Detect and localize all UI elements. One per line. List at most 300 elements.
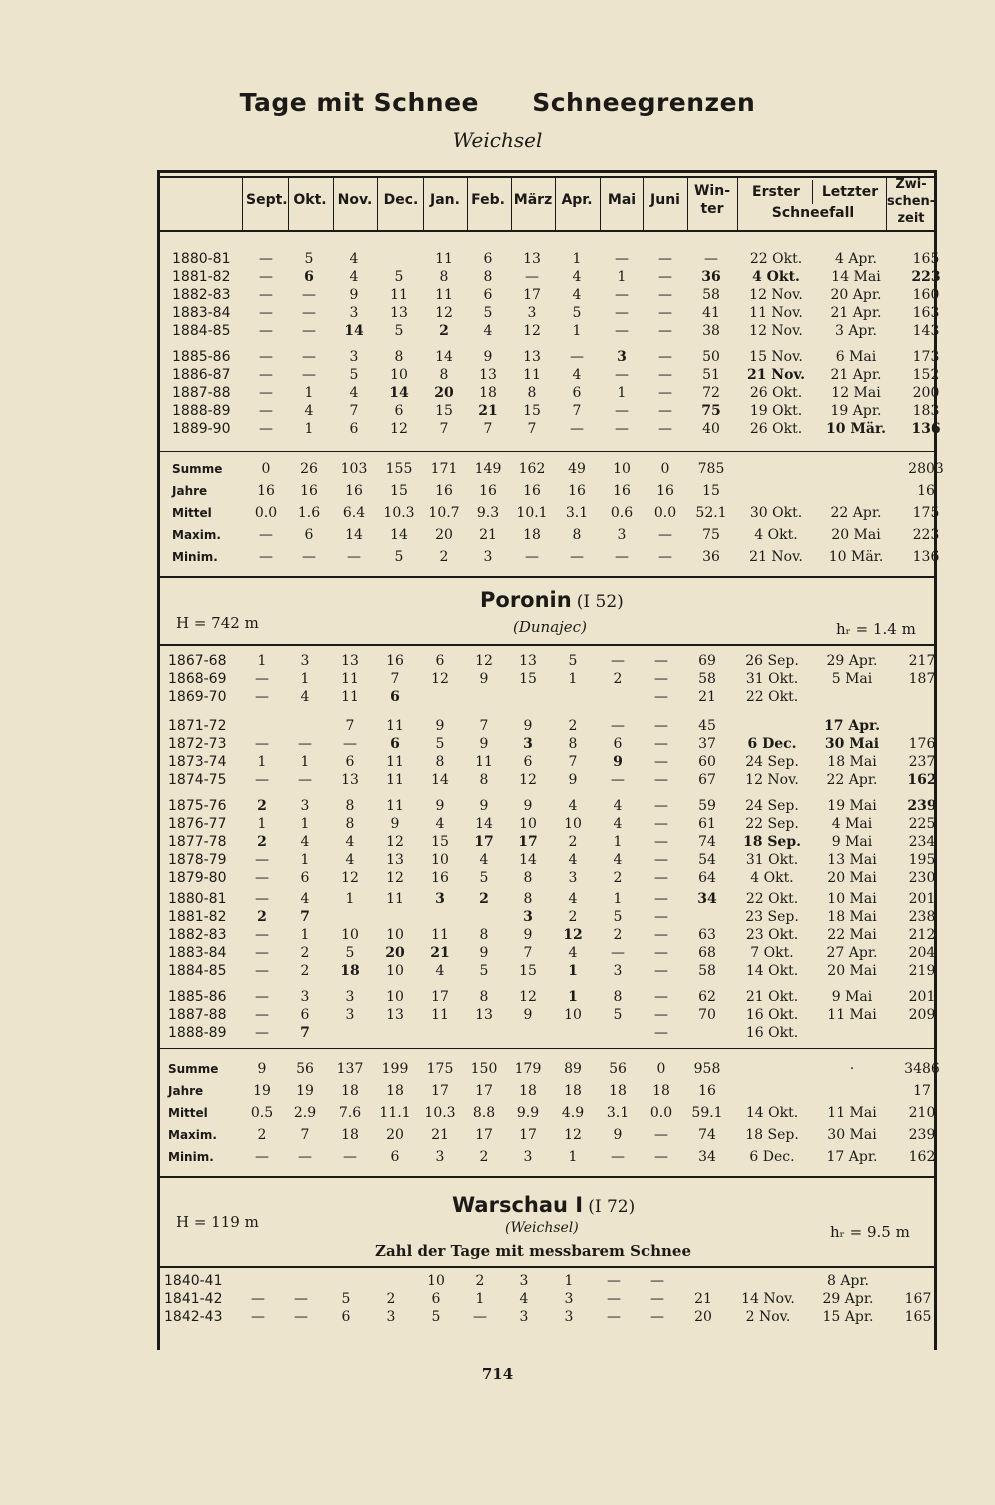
- year-cell: 1880-81: [172, 251, 231, 267]
- table-cell: 68: [698, 945, 716, 961]
- poronin-end-rule: [160, 1176, 934, 1178]
- table-cell: 162: [908, 1149, 936, 1165]
- table-cell: 1: [617, 385, 627, 401]
- col-header-mai: Mai: [607, 192, 637, 208]
- table-cell: 21 Apr.: [830, 305, 882, 321]
- table-cell: 165: [904, 1309, 932, 1325]
- table-cell: 58: [698, 671, 716, 687]
- table-cell: 12: [386, 834, 404, 850]
- col-sep: [333, 176, 334, 231]
- summary-row: [172, 502, 956, 524]
- table-cell: 4: [300, 891, 310, 907]
- table-cell: 785: [697, 461, 725, 477]
- table-cell: 155: [385, 461, 413, 477]
- table-cell: 12 Nov.: [749, 287, 803, 303]
- table-cell: —: [611, 945, 625, 961]
- table-cell: 2: [479, 1149, 489, 1165]
- table-cell: 5: [479, 963, 489, 979]
- year-cell: 1877-78: [168, 834, 227, 850]
- table-cell: 13 Mai: [827, 852, 877, 868]
- table-cell: 22 Okt.: [749, 251, 803, 267]
- table-cell: 24 Sep.: [745, 754, 799, 770]
- year-cell: 1885-86: [168, 989, 227, 1005]
- table-cell: 9: [523, 798, 533, 814]
- table-cell: —: [259, 323, 273, 339]
- col-header-dec: Dec.: [383, 192, 419, 208]
- col-header-maerz: März: [513, 192, 553, 208]
- table-cell: 23 Sep.: [745, 909, 799, 925]
- table-cell: 10: [427, 1273, 445, 1289]
- table-cell: 8: [345, 798, 355, 814]
- table-cell: 18: [479, 385, 497, 401]
- poronin-river: (Dunajec): [513, 618, 587, 636]
- table-cell: 18: [340, 963, 360, 979]
- table-cell: 21 Nov.: [749, 549, 803, 565]
- col-header-zwischenzeit: Zwi-schen-zeit: [887, 177, 936, 226]
- table-cell: 1: [568, 989, 578, 1005]
- table-cell: 26: [300, 461, 318, 477]
- table-cell: 8: [435, 754, 445, 770]
- table-cell: 136: [911, 421, 941, 437]
- year-cell: 1888-89: [168, 1025, 227, 1041]
- table-cell: 2: [479, 891, 489, 907]
- table-cell: 8: [479, 772, 489, 788]
- table-cell: 22 Apr.: [830, 505, 882, 521]
- table-cell: —: [255, 870, 269, 886]
- poronin-code: (I 52): [576, 592, 624, 612]
- table-cell: 14: [389, 385, 409, 401]
- summary-row: [168, 1080, 952, 1102]
- table-cell: 16: [479, 483, 497, 499]
- table-cell: 234: [908, 834, 936, 850]
- table-row: [168, 815, 952, 833]
- table-cell: 15 Apr.: [822, 1309, 874, 1325]
- table-cell: 20 Mai: [827, 870, 877, 886]
- table-cell: 7: [300, 1127, 310, 1143]
- col-header-schneefall: Schneefall: [771, 205, 855, 221]
- table-row: [168, 869, 952, 887]
- table-cell: 50: [702, 349, 720, 365]
- table-cell: —: [294, 1291, 308, 1307]
- table-cell: 17 Apr.: [826, 1149, 878, 1165]
- poronin-heading: [480, 588, 624, 612]
- summary-row: [168, 1058, 952, 1080]
- col-header-winter: Win-ter: [693, 183, 731, 217]
- table-cell: —: [570, 549, 584, 565]
- table-cell: —: [259, 385, 273, 401]
- table-cell: 143: [912, 323, 940, 339]
- year-cell: 1868-69: [168, 671, 227, 687]
- table-cell: 7: [349, 403, 359, 419]
- table-cell: 18: [341, 1083, 359, 1099]
- year-cell: 1886-87: [172, 367, 231, 383]
- table-cell: 9: [435, 718, 445, 734]
- year-cell: 1873-74: [168, 754, 227, 770]
- table-cell: 1: [564, 1273, 574, 1289]
- table-cell: —: [255, 1149, 269, 1165]
- summary-label: Minim.: [168, 1150, 214, 1164]
- table-cell: 18: [523, 527, 541, 543]
- table-cell: 1: [572, 323, 582, 339]
- table-cell: 4: [613, 852, 623, 868]
- warschau-table: [164, 1272, 948, 1326]
- table-cell: 1: [617, 269, 627, 285]
- table-row: [172, 402, 956, 420]
- table-cell: 1: [304, 421, 314, 437]
- table-cell: 14: [345, 527, 363, 543]
- table-cell: 16: [656, 483, 674, 499]
- table-cell: 9: [257, 1061, 267, 1077]
- table-cell: 179: [514, 1061, 542, 1077]
- table-cell: [888, 1272, 948, 1290]
- table-cell: 34: [697, 891, 717, 907]
- table-cell: 8: [523, 891, 533, 907]
- page-number: 714: [481, 1365, 514, 1383]
- table-cell: 1: [300, 754, 310, 770]
- table-cell: 11: [341, 671, 359, 687]
- table-cell: 187: [908, 671, 936, 687]
- table-cell: —: [302, 287, 316, 303]
- table-cell: 6: [435, 653, 445, 669]
- table-cell: 4 Apr.: [834, 251, 878, 267]
- poronin-height: H = 742 m: [176, 614, 259, 632]
- table-cell: 4: [613, 798, 623, 814]
- table-cell: 3: [568, 870, 578, 886]
- table-cell: 4: [435, 963, 445, 979]
- table-cell: [418, 908, 462, 926]
- table-row: [164, 1308, 948, 1326]
- table-cell: 163: [912, 305, 940, 321]
- table-cell: 8: [613, 989, 623, 1005]
- table-cell: —: [302, 323, 316, 339]
- table-cell: —: [654, 927, 668, 943]
- table-row: [172, 268, 956, 286]
- table-cell: —: [658, 251, 672, 267]
- poronin-summary-table: [168, 1058, 952, 1168]
- table-cell: 21: [478, 403, 498, 419]
- warschau-hr: hᵣ = 9.5 m: [830, 1223, 910, 1241]
- table-cell: —: [615, 287, 629, 303]
- col-header-erster: Erster: [752, 184, 800, 200]
- table-cell: 4: [568, 798, 578, 814]
- table-cell: 20: [694, 1309, 712, 1325]
- table-cell: 183: [912, 403, 940, 419]
- table-cell: 16: [917, 483, 935, 499]
- table-cell: —: [525, 549, 539, 565]
- table-cell: —: [615, 251, 629, 267]
- table-cell: 209: [908, 1007, 936, 1023]
- table-cell: 11: [435, 251, 453, 267]
- table-cell: [816, 480, 896, 502]
- table-cell: 13: [523, 251, 541, 267]
- table-cell: —: [298, 1149, 312, 1165]
- table-cell: 16: [257, 483, 275, 499]
- summary-label: Maxim.: [172, 528, 221, 542]
- table-cell: 9 Mai: [831, 989, 873, 1005]
- table-cell: 12: [431, 671, 449, 687]
- year-cell: 1880-81: [168, 891, 227, 907]
- table-cell: 239: [907, 798, 937, 814]
- table-cell: 8: [479, 927, 489, 943]
- table-cell: 11: [431, 1007, 449, 1023]
- table-cell: 11: [386, 718, 404, 734]
- table-cell: 7: [479, 718, 489, 734]
- col-sep: [555, 176, 556, 231]
- table-cell: 11 Mai: [827, 1007, 877, 1023]
- table-cell: —: [654, 671, 668, 687]
- table-cell: 6: [483, 251, 493, 267]
- summary-label: Mittel: [172, 506, 212, 520]
- year-cell: 1888-89: [172, 403, 231, 419]
- table-cell: 13: [341, 653, 359, 669]
- col-sep: [687, 176, 688, 231]
- table-cell: 103: [340, 461, 368, 477]
- table-cell: —: [654, 798, 668, 814]
- table-cell: —: [251, 1291, 265, 1307]
- table-cell: 15: [702, 483, 720, 499]
- table-cell: 9: [479, 945, 489, 961]
- table-cell: —: [255, 945, 269, 961]
- table-cell: 4: [300, 689, 310, 705]
- table-cell: 11: [435, 287, 453, 303]
- table-cell: 17: [913, 1083, 931, 1099]
- table-cell: —: [343, 736, 357, 752]
- table-cell: [892, 717, 952, 735]
- table-cell: —: [615, 549, 629, 565]
- table-cell: —: [704, 251, 718, 267]
- table-cell: 12: [475, 653, 493, 669]
- table-cell: 6: [613, 736, 623, 752]
- table-cell: [892, 1024, 952, 1042]
- table-cell: 21: [694, 1291, 712, 1307]
- table-cell: 8: [572, 527, 582, 543]
- table-cell: —: [259, 287, 273, 303]
- table-cell: 12: [519, 772, 537, 788]
- table-cell: 56: [296, 1061, 314, 1077]
- table-cell: —: [654, 1007, 668, 1023]
- table-cell: —: [259, 367, 273, 383]
- table-cell: [282, 717, 328, 735]
- table-cell: [372, 1024, 418, 1042]
- table-cell: 6: [300, 870, 310, 886]
- weichsel-end-rule: [160, 576, 934, 578]
- table-cell: 8: [439, 367, 449, 383]
- table-row: [168, 753, 952, 771]
- table-cell: 2: [300, 945, 310, 961]
- table-cell: 10: [564, 1007, 582, 1023]
- table-cell: 6: [483, 287, 493, 303]
- table-cell: 5: [431, 1309, 441, 1325]
- table-cell: —: [607, 1273, 621, 1289]
- table-cell: —: [302, 549, 316, 565]
- table-cell: 10: [613, 461, 631, 477]
- table-cell: 11: [386, 754, 404, 770]
- table-cell: 171: [430, 461, 458, 477]
- year-cell: 1887-88: [172, 385, 231, 401]
- table-cell: 9: [523, 927, 533, 943]
- table-cell: 58: [698, 963, 716, 979]
- table-cell: —: [654, 909, 668, 925]
- table-cell: 34: [698, 1149, 716, 1165]
- table-cell: 21 Okt.: [745, 989, 799, 1005]
- table-cell: 18: [341, 1127, 359, 1143]
- table-cell: 4: [572, 269, 582, 285]
- table-cell: 14: [435, 349, 453, 365]
- table-cell: [418, 1024, 462, 1042]
- page-subtitle: Weichsel: [452, 128, 543, 152]
- table-cell: —: [255, 671, 269, 687]
- table-cell: 210: [908, 1105, 936, 1121]
- table-cell: 10 Mär.: [828, 549, 884, 565]
- col-header-okt: Okt.: [293, 192, 327, 208]
- table-cell: 6 Dec.: [747, 736, 797, 752]
- table-cell: [812, 688, 892, 706]
- summary-row: [168, 1102, 952, 1124]
- table-cell: 8: [479, 989, 489, 1005]
- table-cell: 4: [349, 251, 359, 267]
- table-cell: 7: [390, 671, 400, 687]
- year-cell: 1884-85: [172, 323, 231, 339]
- table-cell: 19: [253, 1083, 271, 1099]
- table-cell: 11: [386, 798, 404, 814]
- table-row: [168, 771, 952, 789]
- table-cell: 61: [698, 816, 716, 832]
- table-cell: 2: [257, 798, 267, 814]
- table-cell: 21: [430, 945, 450, 961]
- table-cell: 3: [300, 653, 310, 669]
- table-cell: —: [302, 349, 316, 365]
- table-cell: 58: [702, 287, 720, 303]
- table-cell: 2: [439, 549, 449, 565]
- table-cell: 5: [483, 305, 493, 321]
- table-cell: 10: [386, 989, 404, 1005]
- table-cell: 3: [300, 798, 310, 814]
- table-cell: 20 Mai: [827, 963, 877, 979]
- poronin-table-1875-80: [168, 797, 952, 887]
- table-cell: —: [259, 305, 273, 321]
- table-cell: 18 Mai: [827, 754, 877, 770]
- table-cell: 3: [527, 305, 537, 321]
- table-cell: 4: [568, 945, 578, 961]
- table-cell: 1: [300, 927, 310, 943]
- table-cell: 9: [479, 736, 489, 752]
- table-cell: 11: [386, 772, 404, 788]
- year-cell: 1876-77: [168, 816, 227, 832]
- table-cell: 67: [698, 772, 716, 788]
- table-cell: 3: [564, 1309, 574, 1325]
- table-cell: 21 Nov.: [746, 367, 806, 383]
- table-cell: 201: [908, 891, 936, 907]
- table-cell: 9.3: [476, 505, 500, 521]
- table-cell: 1: [345, 891, 355, 907]
- table-cell: 12: [435, 305, 453, 321]
- table-cell: 17 Apr.: [824, 718, 880, 734]
- table-cell: 3: [523, 1149, 533, 1165]
- table-cell: 60: [698, 754, 716, 770]
- table-cell: 2: [257, 909, 267, 925]
- table-cell: 11.1: [379, 1105, 411, 1121]
- poronin-name: Poronin: [480, 588, 572, 612]
- table-cell: 8: [483, 269, 493, 285]
- table-cell: 2.9: [293, 1105, 317, 1121]
- table-cell: 10: [431, 852, 449, 868]
- table-cell: —: [298, 736, 312, 752]
- table-cell: 20: [385, 945, 405, 961]
- table-cell: [736, 480, 816, 502]
- table-cell: [368, 1272, 414, 1290]
- table-cell: 11 Nov.: [749, 305, 803, 321]
- table-cell: 1: [475, 1291, 485, 1307]
- table-cell: [732, 1058, 812, 1080]
- table-cell: 5: [345, 945, 355, 961]
- table-cell: 70: [698, 1007, 716, 1023]
- table-cell: [278, 1272, 324, 1290]
- table-cell: 150: [470, 1061, 498, 1077]
- table-cell: [328, 1024, 372, 1042]
- table-cell: [816, 458, 896, 480]
- table-cell: —: [658, 287, 672, 303]
- table-row: [164, 1272, 948, 1290]
- year-cell: 1885-86: [172, 349, 231, 365]
- table-cell: 7: [568, 754, 578, 770]
- table-cell: 4: [519, 1291, 529, 1307]
- table-cell: 2: [613, 671, 623, 687]
- table-cell: —: [298, 772, 312, 788]
- table-cell: —: [255, 1025, 269, 1041]
- table-cell: 30 Mai: [827, 1127, 877, 1143]
- table-cell: 6: [394, 403, 404, 419]
- table-cell: 167: [904, 1291, 932, 1307]
- table-cell: —: [259, 349, 273, 365]
- table-cell: 223: [912, 527, 940, 543]
- table-cell: 2: [257, 834, 267, 850]
- warschau-river: (Weichsel): [505, 1220, 579, 1236]
- table-cell: 9.9: [516, 1105, 540, 1121]
- table-cell: 217: [908, 653, 936, 669]
- title-tage-mit-schnee: Tage mit Schnee: [239, 88, 480, 117]
- table-row: [168, 908, 952, 926]
- table-row: [172, 250, 956, 268]
- table-cell: 3.1: [565, 505, 589, 521]
- table-cell: 3: [345, 1007, 355, 1023]
- summary-label: Summe: [168, 1062, 219, 1076]
- table-cell: 15: [523, 403, 541, 419]
- table-cell: —: [259, 403, 273, 419]
- table-cell: —: [255, 689, 269, 705]
- table-cell: 200: [912, 385, 940, 401]
- table-cell: 19: [296, 1083, 314, 1099]
- table-cell: 49: [568, 461, 586, 477]
- summary-row: [168, 1124, 952, 1146]
- table-cell: 3: [523, 909, 533, 925]
- table-cell: —: [570, 421, 584, 437]
- warschau-name: Warschau I: [452, 1193, 584, 1217]
- summary-row: [172, 546, 956, 568]
- year-cell: 1887-88: [168, 1007, 227, 1023]
- table-cell: 2: [568, 834, 578, 850]
- year-cell: 1878-79: [168, 852, 227, 868]
- table-cell: 1: [300, 671, 310, 687]
- table-cell: 5: [304, 251, 314, 267]
- table-cell: 10: [519, 816, 537, 832]
- table-cell: [812, 1080, 892, 1102]
- summary-label: Jahre: [168, 1084, 204, 1098]
- table-cell: 219: [908, 963, 936, 979]
- table-cell: 21: [431, 1127, 449, 1143]
- table-cell: 6: [390, 689, 400, 705]
- table-cell: 6: [345, 754, 355, 770]
- poronin-top-rule: [160, 644, 934, 646]
